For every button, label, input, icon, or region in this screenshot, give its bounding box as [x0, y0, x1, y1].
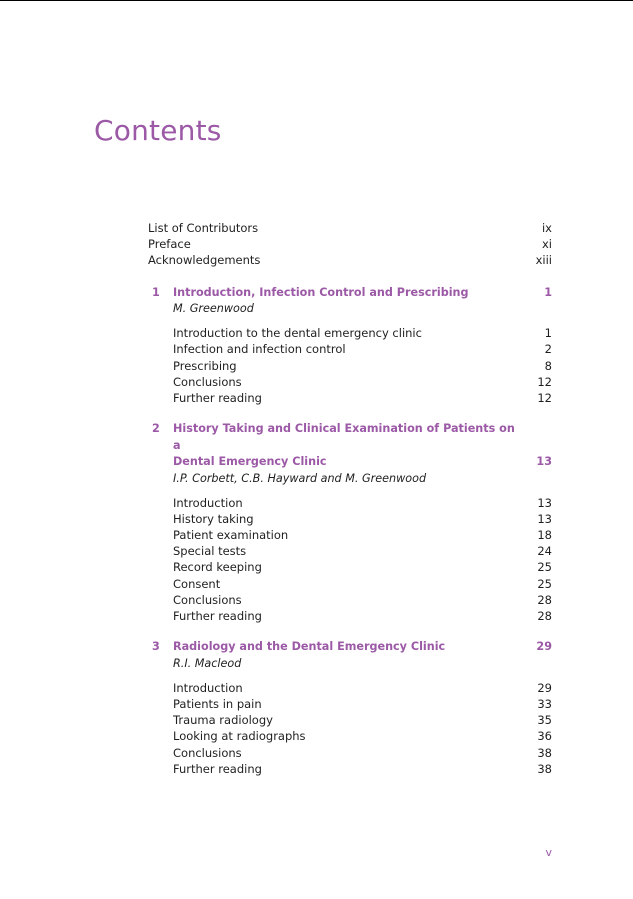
section-page-number: 18	[537, 528, 552, 543]
section-label: Further reading	[173, 761, 262, 776]
section-label: Conclusions	[173, 745, 242, 760]
section-page-number: 29	[537, 680, 552, 695]
toc-entry-label: Acknowledgements	[148, 253, 261, 268]
section-page-number: 1	[544, 326, 552, 341]
toc-row[interactable]	[148, 236, 552, 252]
section-label: Trauma radiology	[173, 713, 273, 728]
toc-row[interactable]	[173, 592, 552, 608]
toc-row[interactable]	[173, 495, 552, 511]
chapter-title-line: Dental Emergency Clinic	[173, 455, 327, 469]
section-page-number: 28	[537, 609, 552, 624]
chapter-heading[interactable]	[148, 639, 552, 656]
toc-row[interactable]	[173, 576, 552, 592]
chapter-authors: R.I. Macleod	[173, 656, 242, 670]
section-label: Conclusions	[173, 374, 242, 389]
chapter-1	[148, 285, 552, 407]
section-label: Further reading	[173, 609, 262, 624]
toc-row[interactable]	[173, 325, 552, 341]
chapter-heading[interactable]	[148, 285, 552, 302]
toc-row[interactable]	[173, 608, 552, 624]
toc-row[interactable]	[173, 358, 552, 374]
toc-row[interactable]	[173, 680, 552, 696]
chapter-page-number: 13	[536, 455, 552, 469]
section-page-number: 25	[537, 576, 552, 591]
section-page-number: 25	[537, 560, 552, 575]
section-list	[148, 495, 552, 625]
page-title: Contents	[94, 114, 222, 147]
chapter-number: 3	[152, 640, 160, 654]
section-label: Special tests	[173, 544, 247, 559]
toc-page-number: xi	[541, 237, 552, 252]
chapter-authors: M. Greenwood	[173, 302, 254, 316]
toc-row[interactable]	[173, 511, 552, 527]
toc-page-number: ix	[541, 221, 552, 235]
section-list	[148, 325, 552, 406]
chapter-2	[148, 421, 552, 624]
toc-row[interactable]	[173, 696, 552, 712]
toc-entry-label: List of Contributors	[148, 221, 259, 235]
section-page-number: 8	[544, 358, 552, 373]
section-label: Infection and infection control	[173, 342, 346, 357]
toc-row[interactable]	[173, 374, 552, 390]
section-label: Patients in pain	[173, 696, 262, 711]
section-page-number: 38	[537, 761, 552, 776]
chapter-3	[148, 639, 552, 777]
toc-row[interactable]	[173, 728, 552, 744]
section-list	[148, 680, 552, 777]
chapter-title	[173, 421, 522, 471]
section-page-number: 12	[537, 374, 552, 389]
toc-row[interactable]	[173, 745, 552, 761]
chapter-page-number: 1	[544, 285, 552, 299]
section-label: Introduction	[173, 495, 243, 510]
section-label: Further reading	[173, 390, 262, 405]
section-page-number: 24	[537, 544, 552, 559]
section-label: Consent	[173, 576, 221, 591]
section-page-number: 13	[537, 511, 552, 526]
chapter-title-line: Radiology and the Dental Emergency Clinic	[173, 640, 446, 654]
section-label: History taking	[173, 511, 254, 526]
toc-entry-label: Preface	[148, 237, 191, 252]
chapter-title-line: Introduction, Infection Control and Prescribing	[173, 285, 469, 299]
section-page-number: 2	[544, 342, 552, 357]
toc-row[interactable]	[173, 390, 552, 406]
section-page-number: 36	[537, 729, 552, 744]
top-border	[0, 0, 633, 1]
chapter-authors: I.P. Corbett, C.B. Hayward and M. Greenwood	[173, 471, 427, 485]
front-matter	[148, 220, 552, 269]
chapter-number: 1	[152, 285, 160, 299]
toc-row[interactable]	[173, 761, 552, 777]
chapter-heading[interactable]	[148, 421, 552, 471]
section-label: Record keeping	[173, 560, 262, 575]
toc-row[interactable]	[173, 559, 552, 575]
section-label: Patient examination	[173, 528, 289, 543]
toc-row[interactable]	[173, 543, 552, 559]
section-label: Introduction	[173, 680, 243, 695]
toc-page-number: xiii	[535, 253, 552, 268]
section-page-number: 13	[537, 495, 552, 510]
section-page-number: 35	[537, 713, 552, 728]
chapter-number: 2	[152, 422, 160, 436]
toc-row[interactable]	[148, 220, 552, 236]
table-of-contents	[148, 220, 552, 777]
section-label: Looking at radiographs	[173, 729, 306, 744]
chapter-title-line: History Taking and Clinical Examination of Patients on a	[173, 422, 515, 452]
toc-row[interactable]	[173, 341, 552, 357]
chapter-title	[173, 285, 522, 302]
section-page-number: 28	[537, 592, 552, 607]
section-label: Prescribing	[173, 358, 237, 373]
chapter-title	[173, 639, 522, 656]
page-folio: v	[545, 846, 552, 859]
toc-row[interactable]	[148, 252, 552, 268]
section-label: Introduction to the dental emergency clinic	[173, 326, 422, 341]
chapter-page-number: 29	[536, 640, 552, 654]
toc-row[interactable]	[173, 712, 552, 728]
section-page-number: 33	[537, 696, 552, 711]
section-label: Conclusions	[173, 592, 242, 607]
section-page-number: 12	[537, 390, 552, 405]
section-page-number: 38	[537, 745, 552, 760]
toc-row[interactable]	[173, 527, 552, 543]
